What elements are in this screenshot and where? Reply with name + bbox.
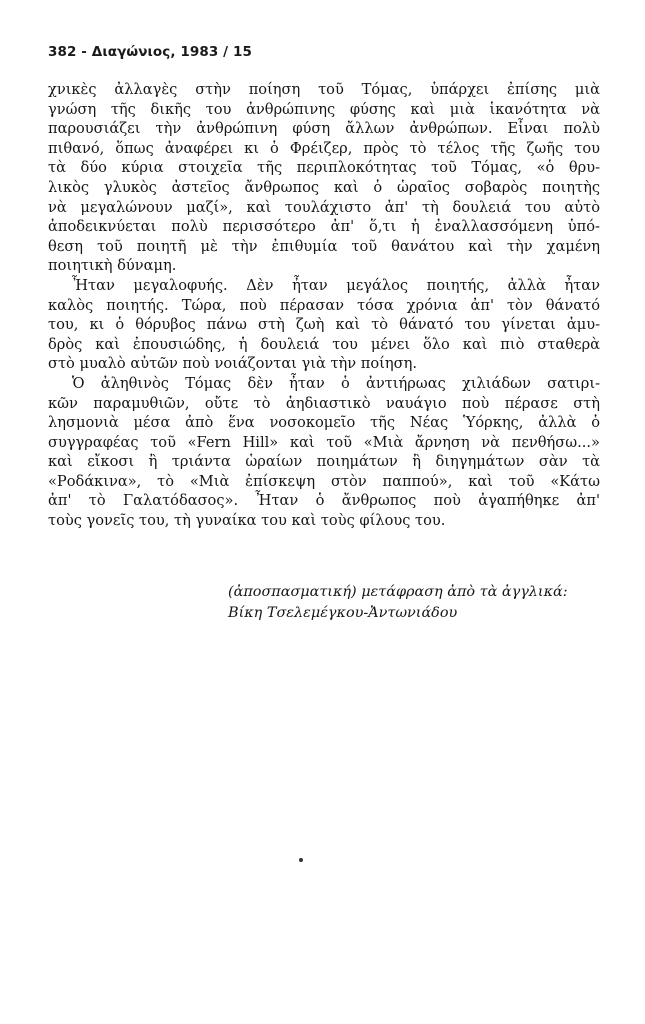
running-header: 382 - Διαγώνιος, 1983 / 15 (48, 44, 252, 60)
text-line: ἀποδεικνύεται πολὺ περισσότερο ἀπ' ὅ,τι ἡ ἐναλλασσόμενη ὑπό- (48, 218, 600, 236)
text-line: Ἦταν μεγαλοφυής. Δὲν ἦταν μεγάλος ποιητής, ἀλλὰ ἦταν (72, 276, 600, 294)
text-line: χνικὲς ἀλλαγὲς στὴν ποίηση τοῦ Τόμας, ὑπάρχει ἐπίσης μιὰ (48, 81, 600, 98)
translation-credit (228, 582, 568, 624)
text-line: λικὸς γλυκὸς ἀστεῖος ἄνθρωπος καὶ ὁ ὡραῖος σοβαρὸς ποιητὴς (48, 178, 600, 196)
text-line: νὰ μεγαλώνουν μαζί», καὶ τουλάχιστο ἀπ' τὴ δουλειά του αὐτὸ (48, 198, 600, 216)
text-line: καὶ εἴκοσι ἢ τριάντα ὡραίων ποιημάτων ἢ διηγημάτων σὰν τὰ (48, 453, 600, 471)
text-line: ποιητικὴ δύναμη. (48, 257, 177, 275)
text-line: του, κι ὁ θόρυβος πάνω στὴ ζωὴ καὶ τὸ θάνατό του γίνεται ἀμυ- (48, 316, 600, 334)
text-line: στὸ μυαλὸ αὐτῶν ποὺ νοιάζονται γιὰ τὴν ποίηση. (48, 355, 417, 373)
text-line: «Ροδάκινα», τὸ «Μιὰ ἐπίσκεψη στὸν παππού», καὶ τοῦ «Κάτω (48, 472, 600, 490)
ink-speck (299, 858, 303, 862)
body-text (48, 80, 600, 531)
text-line: θεση τοῦ ποιητῆ μὲ τὴν ἐπιθυμία τοῦ θανάτου καὶ τὴν χαμένη (48, 237, 600, 255)
text-line: κῶν παραμυθιῶν, οὔτε τὸ ἀηδιαστικὸ ναυάγιο ποὺ πέρασε στὴ (48, 394, 600, 412)
text-line: δρὸς καὶ ἐπουσιώδης, ἡ δουλειά του μένει ὅλο καὶ πιὸ σταθερὰ (48, 335, 600, 353)
text-line: συγγραφέας τοῦ «Fern Hill» καὶ τοῦ «Μιὰ ἄρνηση νὰ πενθήσω...» (48, 433, 600, 451)
text-line: ἀπ' τὸ Γαλατόδασος». Ἦταν ὁ ἄνθρωπος ποὺ ἀγαπήθηκε ἀπ' (48, 492, 600, 510)
text-line: γνώση τῆς δικῆς του ἀνθρώπινης φύσης καὶ μιὰ ἱκανότητα νὰ (48, 100, 600, 118)
text-line: παρουσιάζει τὴν ἀνθρώπινη φύση ἄλλων ἀνθρώπων. Εἶναι πολὺ (48, 120, 600, 138)
text-line: καλὸς ποιητής. Τώρα, ποὺ πέρασαν τόσα χρόνια ἀπ' τὸν θάνατό (48, 296, 600, 314)
translator-name: Βίκη Τσελεμέγκου-Ἀντωνιάδου (228, 605, 458, 621)
text-line: τοὺς γονεῖς του, τὴ γυναίκα του καὶ τοὺς φίλους του. (48, 512, 446, 530)
text-line: Ὁ ἀληθινὸς Τόμας δὲν ἦταν ὁ ἀντιήρωας χιλιάδων σατιρι- (72, 374, 600, 392)
text-line: πιθανό, ὅπως ἀναφέρει κι ὁ Φρέιζερ, πρὸς τὸ τέλος τῆς ζωῆς του (48, 139, 600, 157)
text-line: τὰ δύο κύρια στοιχεῖα τῆς περιπλοκότητας τοῦ Τόμας, «ὁ θρυ- (48, 159, 600, 177)
text-line: λησμονιὰ μέσα ἀπὸ ἕνα νοσοκομεῖο τῆς Νέας Ὑόρκης, ἀλλὰ ὁ (48, 414, 600, 432)
translation-note: (ἀποσπασματική) μετάφραση ἀπὸ τὰ ἀγγλικά: (228, 584, 568, 600)
